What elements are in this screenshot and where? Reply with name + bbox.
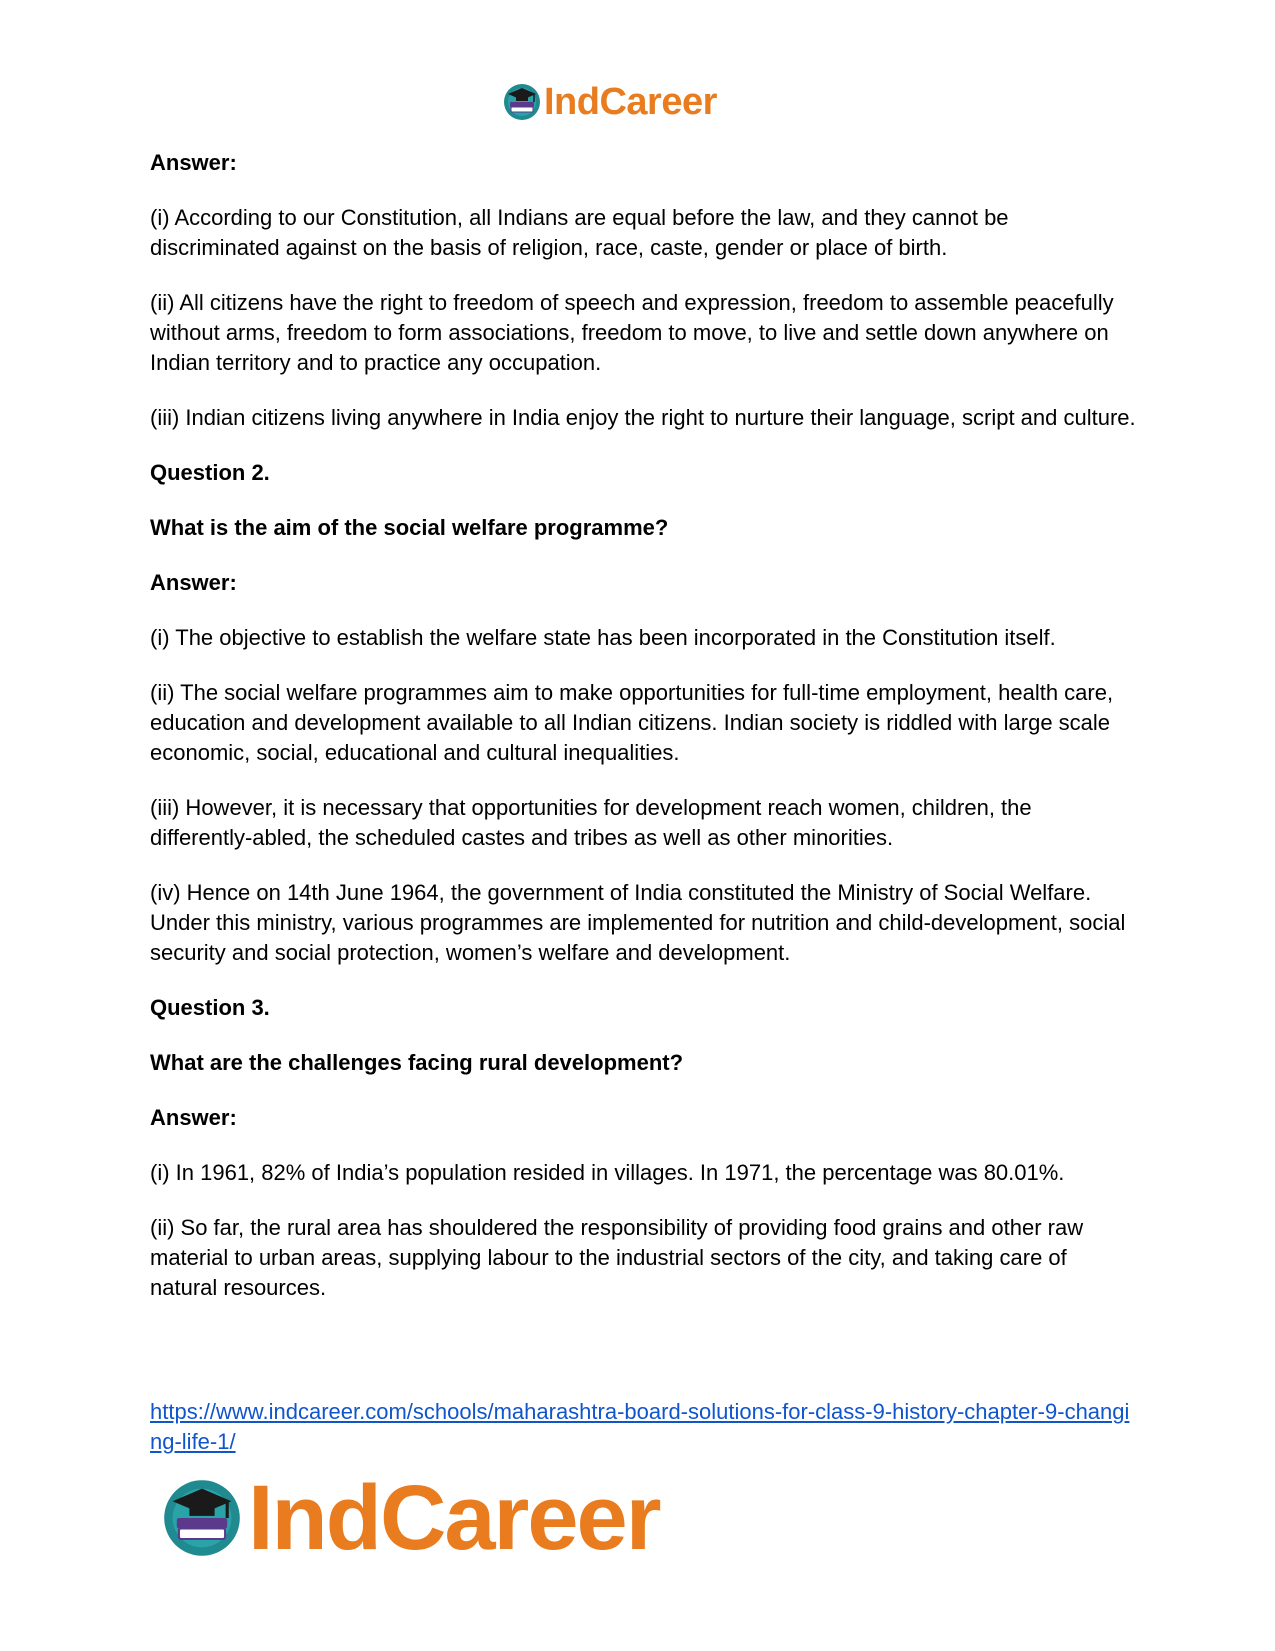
paragraph: (i) In 1961, 82% of India’s population resided in villages. In 1971, the percentage was 80.01%. [150, 1160, 1065, 1185]
logo-wordmark: IndCareer [544, 81, 717, 123]
answer-heading: Answer: [150, 1105, 237, 1130]
paragraph: (iii) Indian citizens living anywhere in India enjoy the right to nurture their language, script and culture. [150, 405, 1136, 430]
logo-wordmark: IndCareer [248, 1467, 660, 1569]
source-link[interactable]: https://www.indcareer.com/schools/maharashtra-board-solutions-for-class-9-history-chapter-9-changing-life-1/ [150, 1399, 1130, 1454]
paragraph: (iii) However, it is necessary that opportunities for development reach women, children, the differently-abled, the scheduled castes and tribes as well as other minorities. [150, 795, 1032, 850]
graduation-cap-books-icon [502, 82, 542, 122]
footer-logo [160, 1467, 660, 1569]
paragraph: (ii) So far, the rural area has shouldered the responsibility of providing food grains and other raw material to urban areas, supplying labour to the industrial sectors of the city, and taking care of natural resources. [150, 1215, 1084, 1300]
answer-heading: Answer: [150, 570, 237, 595]
answer-heading: Answer: [150, 150, 237, 175]
header-logo [502, 82, 717, 122]
paragraph: (ii) All citizens have the right to freedom of speech and expression, freedom to assemble peacefully without arms, freedom to form associations, freedom to move, to live and settle down anywhere on Indian territory and to practice any occupation. [150, 290, 1114, 375]
paragraph: (iv) Hence on 14th June 1964, the government of India constituted the Ministry of Social Welfare. Under this ministry, various programmes are implemented for nutrition and child-development, social security and social protection, women’s welfare and development. [150, 880, 1126, 965]
question-number: Question 3. [150, 995, 270, 1020]
question-text: What are the challenges facing rural development? [150, 1050, 684, 1075]
document-body [150, 148, 1140, 1328]
paragraph: (i) The objective to establish the welfare state has been incorporated in the Constitution itself. [150, 625, 1056, 650]
paragraph: (ii) The social welfare programmes aim to make opportunities for full-time employment, health care, education and development available to all Indian citizens. Indian society is riddled with large scale economic, social, educational and cultural inequalities. [150, 680, 1114, 765]
paragraph: (i) According to our Constitution, all Indians are equal before the law, and they cannot be discriminated against on the basis of religion, race, caste, gender or place of birth. [150, 205, 1009, 260]
graduation-cap-books-icon [160, 1476, 244, 1560]
question-number: Question 2. [150, 460, 270, 485]
question-text: What is the aim of the social welfare programme? [150, 515, 669, 540]
